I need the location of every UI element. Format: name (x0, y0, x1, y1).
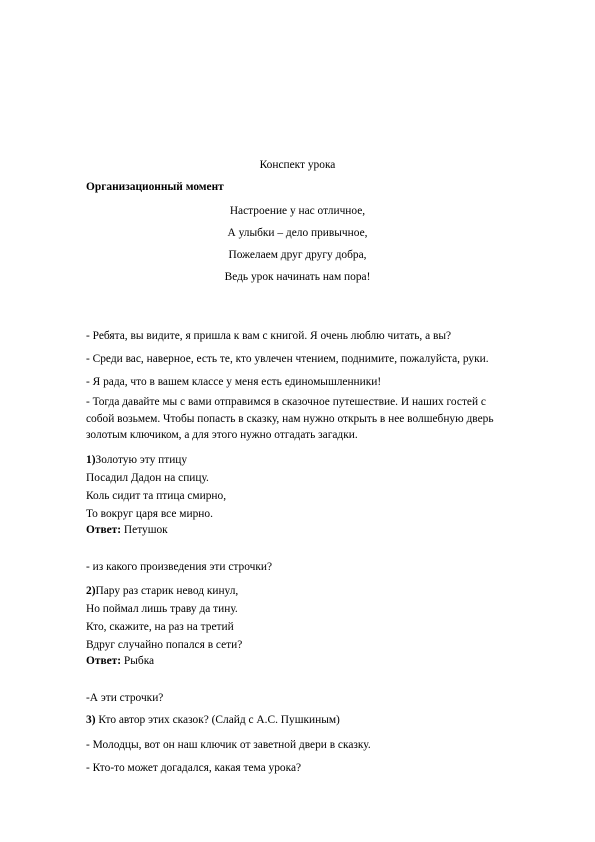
riddle-2-line: Кто, скажите, на раз на третий (86, 621, 234, 633)
poem-line: Настроение у нас отличное, (229, 205, 366, 217)
riddle-1-answer: Ответ: Петушок (86, 524, 168, 536)
question-3-number: 3) (86, 714, 96, 726)
intro-paragraph: - Ребята, вы видите, я пришла к вам с книгой. Я очень люблю читать, а вы? (86, 330, 452, 342)
question-line: -А эти строчки? (86, 692, 164, 704)
question-3-line: 3) Кто автор этих сказок? (Слайд с А.С. Пушкиным) (86, 714, 340, 726)
closing-line: - Кто-то может догадался, какая тема урока? (86, 762, 302, 774)
riddle-2-number: 2) (86, 585, 96, 597)
riddle-1-number: 1) (86, 454, 96, 466)
riddle-1-line: 1)Золотую эту птицу (86, 454, 188, 466)
intro-paragraph: - Я рада, что в вашем классе у меня есть единомышленники! (86, 376, 382, 388)
riddle-2-line: 2)Пару раз старик невод кинул, (86, 585, 239, 597)
section-heading: Организационный момент (86, 181, 224, 193)
intro-paragraph: - Среди вас, наверное, есть те, кто увлечен чтением, поднимите, пожалуйста, руки. (86, 353, 489, 365)
poem-line: А улыбки – дело привычное, (227, 227, 368, 239)
riddle-1-line: То вокруг царя все мирно. (86, 508, 213, 520)
riddle-1-line: Коль сидит та птица смирно, (86, 490, 227, 502)
intro-paragraph: - Тогда давайте мы с вами отправимся в сказочное путешествие. И наших гостей с собой возьмем. Чтобы попасть в сказку, нам нужно открыть в нее волшебную дверь золотым ключиком, а для этого нужно отгадать загадки. (86, 396, 494, 441)
riddle-2-line: Но поймал лишь траву да тину. (86, 603, 238, 615)
riddle-1-line: Посадил Дадон на спицу. (86, 472, 209, 484)
question-line: - из какого произведения эти строчки? (86, 561, 273, 573)
poem-line: Пожелаем друг другу добра, (228, 249, 367, 261)
riddle-2-line: Вдруг случайно попался в сети? (86, 639, 243, 651)
poem-line: Ведь урок начинать нам пора! (224, 271, 371, 283)
closing-line: - Молодцы, вот он наш ключик от заветной двери в сказку. (86, 739, 371, 751)
riddle-2-answer: Ответ: Рыбка (86, 655, 155, 667)
document-title: Конспект урока (259, 159, 336, 171)
